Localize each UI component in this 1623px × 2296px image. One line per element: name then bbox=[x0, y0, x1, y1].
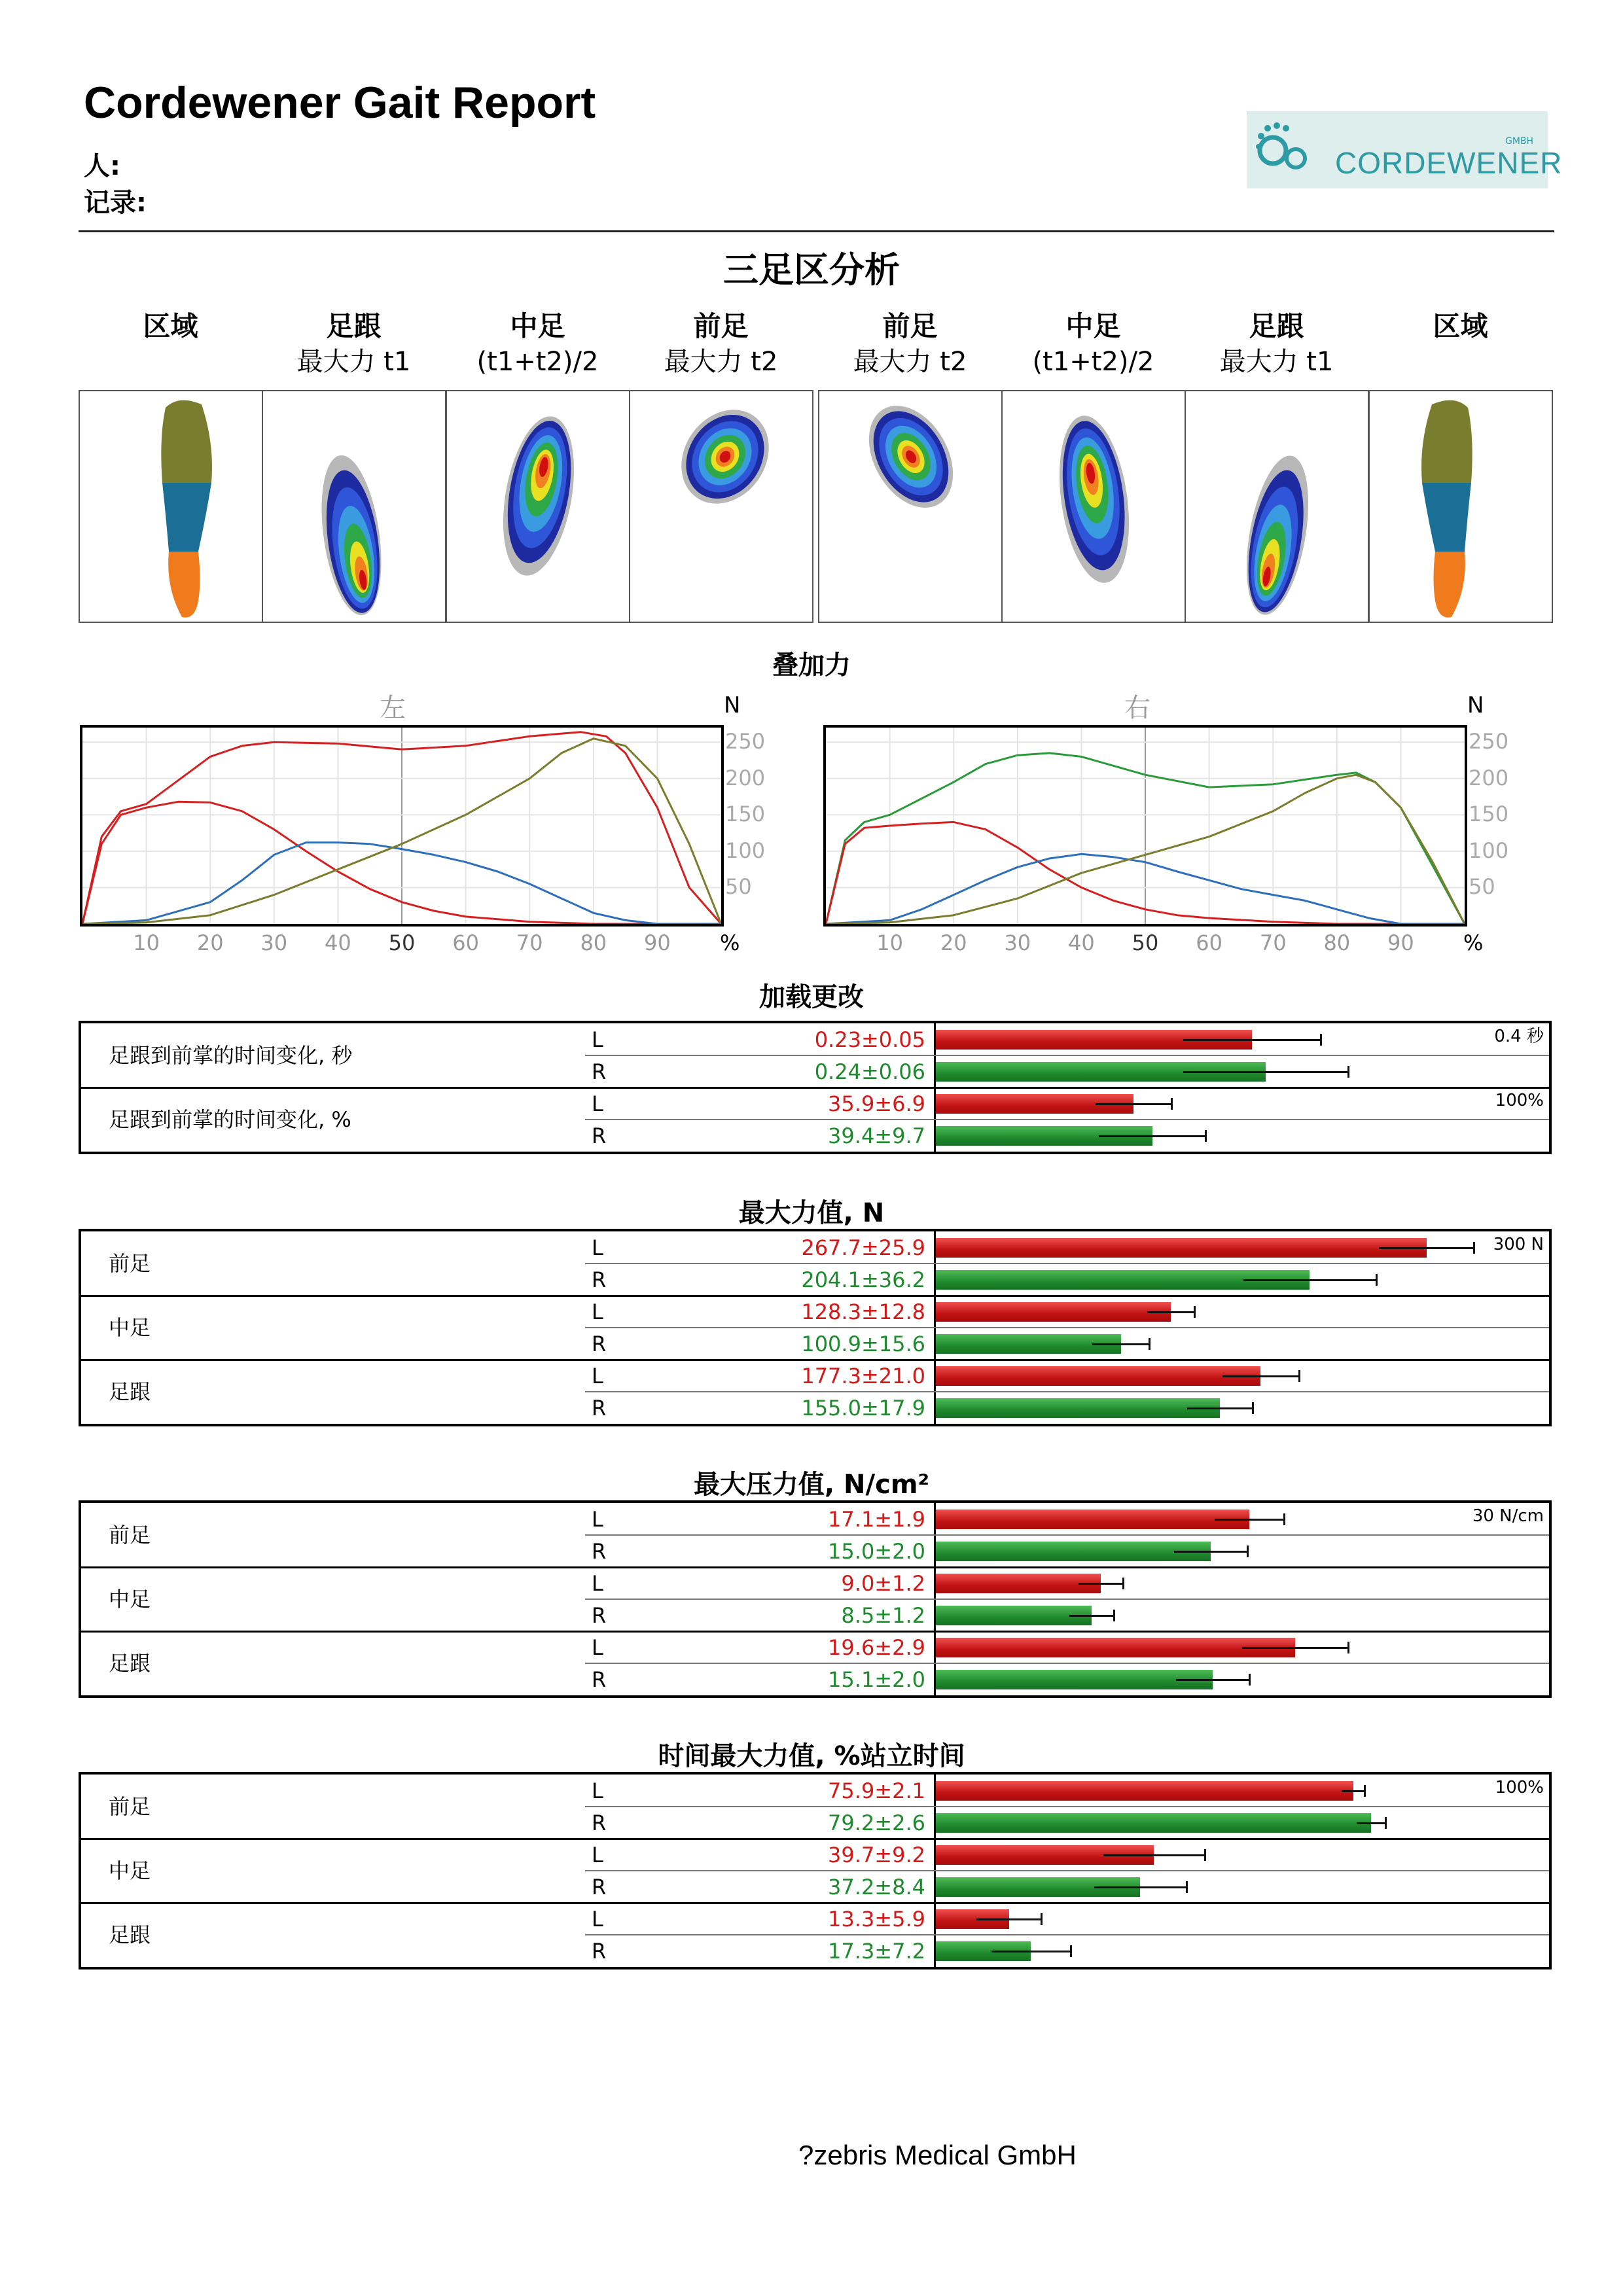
group-label: 足跟到前掌的时间变化, % bbox=[109, 1107, 351, 1132]
group-label: 足跟 bbox=[109, 1379, 151, 1404]
row-divider bbox=[585, 1534, 1549, 1536]
value-bar bbox=[936, 1638, 1295, 1657]
error-cap bbox=[1283, 1513, 1285, 1525]
side-label: L bbox=[592, 1364, 603, 1388]
value-bar bbox=[936, 1781, 1353, 1801]
record-label: 记录: bbox=[84, 188, 147, 218]
error-cap bbox=[1204, 1849, 1206, 1861]
metric-table bbox=[79, 1500, 1552, 1698]
value-label: 35.9±6.9 bbox=[828, 1091, 925, 1116]
value-bar bbox=[936, 1510, 1249, 1529]
right-force-chart bbox=[823, 725, 1467, 927]
y-tick-label: 100 bbox=[1469, 838, 1509, 863]
x-tick-label: 30 bbox=[1004, 930, 1031, 955]
metric-table bbox=[79, 1229, 1552, 1426]
error-bar bbox=[1099, 1135, 1205, 1137]
x-tick-label: 70 bbox=[1259, 930, 1287, 955]
row-divider bbox=[585, 1391, 1549, 1392]
table-title: 时间最大力值, %站立时间 bbox=[658, 1741, 965, 1771]
error-bar bbox=[1069, 1615, 1113, 1617]
group-divider bbox=[81, 1631, 1549, 1633]
pressure-heatmap bbox=[819, 391, 1003, 623]
group-divider bbox=[81, 1902, 1549, 1904]
zone-col-head: 中足 bbox=[510, 310, 565, 342]
zone-col-header bbox=[79, 309, 262, 344]
error-cap bbox=[1041, 1913, 1043, 1925]
zone-col-header bbox=[262, 309, 446, 380]
y-tick-label: 200 bbox=[1469, 765, 1509, 790]
row-divider bbox=[585, 1055, 1549, 1056]
side-label: L bbox=[592, 1091, 603, 1116]
scale-label: 100% bbox=[1495, 1778, 1544, 1797]
error-cap bbox=[1347, 1642, 1349, 1653]
error-cap bbox=[1473, 1242, 1475, 1254]
logo-subtext: GMBH bbox=[1505, 136, 1534, 147]
value-label: 177.3±21.0 bbox=[801, 1364, 925, 1388]
value-label: 155.0±17.9 bbox=[801, 1396, 925, 1421]
error-bar bbox=[1103, 1854, 1205, 1856]
x-tick-label: 10 bbox=[133, 930, 160, 955]
row-divider bbox=[585, 1663, 1549, 1664]
y-tick-label: 50 bbox=[725, 874, 752, 900]
side-label: L bbox=[592, 1027, 603, 1052]
row-divider bbox=[585, 1806, 1549, 1807]
zone-col-sub: 最大力 t1 bbox=[296, 347, 411, 377]
row-divider bbox=[585, 1598, 1549, 1600]
value-label: 0.23±0.05 bbox=[814, 1027, 925, 1052]
x-tick-label: 60 bbox=[452, 930, 479, 955]
value-label: 17.3±7.2 bbox=[828, 1939, 925, 1964]
error-cap bbox=[1194, 1306, 1196, 1318]
error-cap bbox=[1149, 1338, 1150, 1350]
error-cap bbox=[1113, 1610, 1115, 1621]
pressure-heatmap bbox=[1186, 391, 1369, 623]
side-label: L bbox=[592, 1571, 603, 1596]
value-label: 204.1±36.2 bbox=[801, 1267, 925, 1292]
x-tick-label: 90 bbox=[644, 930, 671, 955]
zone-forefoot bbox=[161, 400, 212, 483]
x-unit-label: % bbox=[1463, 930, 1484, 955]
foot-map-4 bbox=[629, 390, 813, 623]
zone-heel bbox=[1434, 552, 1465, 618]
error-bar bbox=[991, 1951, 1071, 1952]
company-logo bbox=[1247, 111, 1563, 188]
side-label: R bbox=[592, 1810, 607, 1835]
value-label: 100.9±15.6 bbox=[801, 1332, 925, 1356]
error-bar bbox=[1215, 1519, 1284, 1521]
value-label: 15.0±2.0 bbox=[828, 1539, 925, 1564]
error-cap bbox=[1385, 1817, 1387, 1829]
scale-label: 0.4 秒 bbox=[1494, 1027, 1544, 1046]
pressure-heatmap bbox=[1003, 391, 1186, 623]
scale-label: 300 N bbox=[1493, 1235, 1544, 1254]
error-cap bbox=[1298, 1370, 1300, 1382]
header-divider bbox=[79, 230, 1554, 232]
zone-col-sub: 最大力 t1 bbox=[1219, 347, 1334, 377]
table-title: 最大压力值, N/cm² bbox=[693, 1470, 930, 1500]
zone-col-head: 区域 bbox=[143, 310, 198, 342]
value-bar bbox=[936, 1813, 1371, 1833]
side-label: R bbox=[592, 1539, 607, 1564]
value-label: 15.1±2.0 bbox=[828, 1667, 925, 1692]
error-cap bbox=[1205, 1130, 1207, 1142]
row-divider bbox=[585, 1870, 1549, 1871]
error-bar bbox=[1342, 1790, 1364, 1792]
left-unit-n: N bbox=[724, 692, 741, 718]
left-force-chart-svg bbox=[82, 728, 721, 924]
side-label: R bbox=[592, 1059, 607, 1084]
value-bar bbox=[936, 1366, 1260, 1386]
error-bar bbox=[1183, 1071, 1348, 1073]
error-bar bbox=[1147, 1311, 1194, 1313]
zone-col-header bbox=[818, 309, 1002, 380]
value-bar bbox=[936, 1238, 1427, 1258]
error-bar bbox=[1176, 1679, 1249, 1681]
scale-label: 100% bbox=[1495, 1091, 1544, 1110]
x-tick-label: 50 bbox=[388, 930, 416, 955]
value-label: 0.24±0.06 bbox=[814, 1059, 925, 1084]
y-tick-label: 50 bbox=[1469, 874, 1495, 900]
right-unit-n: N bbox=[1467, 692, 1484, 718]
zone-col-header bbox=[446, 309, 630, 380]
pressure-heatmap bbox=[630, 391, 813, 623]
error-cap bbox=[1247, 1545, 1249, 1557]
value-bar bbox=[936, 1302, 1171, 1322]
zone-forefoot bbox=[1421, 400, 1472, 483]
pressure-heatmap bbox=[447, 391, 630, 623]
zone-diagram bbox=[1370, 391, 1553, 623]
foot-map-3 bbox=[446, 390, 630, 623]
group-label: 足跟 bbox=[109, 1651, 151, 1676]
zone-col-head: 足跟 bbox=[326, 310, 382, 342]
side-label: L bbox=[592, 1299, 603, 1324]
side-label: L bbox=[592, 1907, 603, 1932]
table-title: 最大力值, N bbox=[738, 1198, 885, 1228]
side-label: R bbox=[592, 1667, 607, 1692]
metric-table bbox=[79, 1772, 1552, 1969]
value-label: 75.9±2.1 bbox=[828, 1778, 925, 1803]
error-bar bbox=[1379, 1247, 1474, 1249]
x-tick-label: 40 bbox=[325, 930, 351, 955]
error-cap bbox=[1186, 1881, 1188, 1893]
group-divider bbox=[81, 1838, 1549, 1840]
zone-col-head: 足跟 bbox=[1249, 310, 1304, 342]
error-bar bbox=[976, 1918, 1041, 1920]
error-bar bbox=[1222, 1375, 1300, 1377]
value-label: 8.5±1.2 bbox=[841, 1603, 925, 1628]
zone-midfoot bbox=[162, 483, 211, 552]
error-cap bbox=[1171, 1098, 1173, 1110]
value-label: 13.3±5.9 bbox=[828, 1907, 925, 1932]
error-cap bbox=[1320, 1034, 1322, 1046]
side-label: R bbox=[592, 1396, 607, 1421]
side-label: L bbox=[592, 1507, 603, 1532]
error-cap bbox=[1347, 1066, 1349, 1078]
zone-col-header bbox=[629, 309, 813, 380]
zone-diagram bbox=[80, 391, 263, 623]
error-cap bbox=[1376, 1274, 1378, 1286]
value-label: 37.2±8.4 bbox=[828, 1875, 925, 1899]
report-title: Cordewener Gait Report bbox=[84, 78, 596, 128]
zone-col-header bbox=[1185, 309, 1368, 380]
value-label: 39.4±9.7 bbox=[828, 1123, 925, 1148]
side-label: R bbox=[592, 1123, 607, 1148]
error-cap bbox=[1252, 1402, 1254, 1414]
zone-col-head: 前足 bbox=[882, 310, 938, 342]
side-label: R bbox=[592, 1939, 607, 1964]
foot-map-6 bbox=[1001, 390, 1186, 623]
y-tick-label: 200 bbox=[725, 765, 766, 790]
value-label: 39.7±9.2 bbox=[828, 1843, 925, 1867]
x-tick-label: 60 bbox=[1196, 930, 1222, 955]
x-tick-label: 30 bbox=[260, 930, 288, 955]
y-tick-label: 250 bbox=[725, 729, 766, 754]
y-tick-label: 150 bbox=[725, 802, 766, 827]
y-tick-label: 150 bbox=[1469, 802, 1509, 827]
group-divider bbox=[81, 1566, 1549, 1568]
zone-col-sub: (t1+t2)/2 bbox=[1032, 347, 1154, 377]
x-tick-label: 50 bbox=[1132, 930, 1159, 955]
value-label: 128.3±12.8 bbox=[801, 1299, 925, 1324]
x-unit-label: % bbox=[720, 930, 740, 955]
zone-col-head: 中足 bbox=[1065, 310, 1121, 342]
foot-map-7 bbox=[1185, 390, 1369, 623]
right-chart-label: 右 bbox=[1124, 693, 1150, 723]
side-label: R bbox=[592, 1332, 607, 1356]
y-tick-label: 250 bbox=[1469, 729, 1509, 754]
side-label: R bbox=[592, 1267, 607, 1292]
group-label: 中足 bbox=[109, 1587, 151, 1612]
error-bar bbox=[1094, 1886, 1186, 1888]
zone-analysis-title: 三足区分析 bbox=[723, 249, 900, 291]
left-force-chart bbox=[80, 725, 724, 927]
foot-map-8 bbox=[1368, 390, 1553, 623]
error-bar bbox=[1174, 1551, 1247, 1553]
x-tick-label: 20 bbox=[196, 930, 224, 955]
error-cap bbox=[1122, 1578, 1124, 1589]
group-label: 前足 bbox=[109, 1251, 151, 1276]
zone-col-sub: (t1+t2)/2 bbox=[476, 347, 599, 377]
error-bar bbox=[1096, 1103, 1171, 1105]
error-cap bbox=[1070, 1945, 1072, 1957]
group-label: 前足 bbox=[109, 1794, 151, 1819]
foot-map-2 bbox=[262, 390, 446, 623]
value-label: 267.7±25.9 bbox=[801, 1235, 925, 1260]
value-bar bbox=[936, 1606, 1092, 1625]
right-force-chart-svg bbox=[826, 728, 1465, 924]
force-chart-title: 叠加力 bbox=[772, 650, 851, 680]
logo-text: CORDEWENER bbox=[1335, 146, 1563, 180]
person-label: 人: bbox=[84, 151, 120, 181]
footer-copyright: ?zebris Medical GmbH bbox=[798, 2140, 1077, 2170]
x-tick-label: 90 bbox=[1387, 930, 1414, 955]
error-bar bbox=[1079, 1583, 1122, 1585]
value-label: 9.0±1.2 bbox=[841, 1571, 925, 1596]
value-label: 17.1±1.9 bbox=[828, 1507, 925, 1532]
side-label: R bbox=[592, 1603, 607, 1628]
side-label: L bbox=[592, 1843, 603, 1867]
group-divider bbox=[81, 1087, 1549, 1089]
side-label: R bbox=[592, 1875, 607, 1899]
x-tick-label: 80 bbox=[580, 930, 607, 955]
group-label: 前足 bbox=[109, 1523, 151, 1547]
error-bar bbox=[1242, 1647, 1348, 1649]
pressure-heatmap bbox=[263, 391, 446, 623]
error-bar bbox=[1357, 1822, 1385, 1824]
zone-midfoot bbox=[1422, 483, 1471, 552]
foot-map-1 bbox=[79, 390, 263, 623]
scale-label: 30 N/cm bbox=[1472, 1506, 1544, 1526]
zone-heel bbox=[168, 552, 200, 618]
x-tick-label: 80 bbox=[1323, 930, 1351, 955]
error-bar bbox=[1092, 1343, 1149, 1345]
error-bar bbox=[1187, 1407, 1253, 1409]
error-cap bbox=[1364, 1785, 1366, 1797]
error-bar bbox=[1243, 1279, 1376, 1281]
row-divider bbox=[585, 1263, 1549, 1264]
foot-map-5 bbox=[818, 390, 1003, 623]
group-label: 中足 bbox=[109, 1858, 151, 1883]
error-cap bbox=[1249, 1674, 1251, 1686]
error-bar bbox=[1183, 1039, 1321, 1041]
group-label: 足跟到前掌的时间变化, 秒 bbox=[109, 1043, 353, 1068]
zone-col-header bbox=[1001, 309, 1185, 380]
zone-col-sub: 最大力 t2 bbox=[853, 347, 967, 377]
value-bar bbox=[936, 1670, 1213, 1689]
row-divider bbox=[585, 1934, 1549, 1935]
group-label: 足跟 bbox=[109, 1922, 151, 1947]
x-tick-label: 70 bbox=[516, 930, 543, 955]
zone-col-sub: 最大力 t2 bbox=[664, 347, 778, 377]
group-label: 中足 bbox=[109, 1315, 151, 1340]
value-bar bbox=[936, 1574, 1101, 1593]
left-chart-label: 左 bbox=[380, 693, 406, 723]
value-bar bbox=[936, 1398, 1220, 1418]
y-tick-label: 100 bbox=[725, 838, 766, 863]
row-divider bbox=[585, 1119, 1549, 1120]
zone-col-head: 前足 bbox=[693, 310, 749, 342]
value-label: 19.6±2.9 bbox=[828, 1635, 925, 1660]
x-tick-label: 10 bbox=[876, 930, 903, 955]
table-title: 加载更改 bbox=[759, 982, 864, 1012]
side-label: L bbox=[592, 1635, 603, 1660]
x-tick-label: 20 bbox=[940, 930, 967, 955]
zone-col-header bbox=[1368, 309, 1552, 344]
x-tick-label: 40 bbox=[1068, 930, 1095, 955]
side-label: L bbox=[592, 1778, 603, 1803]
value-bar bbox=[936, 1542, 1211, 1561]
zone-col-head: 区域 bbox=[1433, 310, 1488, 342]
metric-table bbox=[79, 1021, 1552, 1154]
side-label: L bbox=[592, 1235, 603, 1260]
row-divider bbox=[585, 1327, 1549, 1328]
value-label: 79.2±2.6 bbox=[828, 1810, 925, 1835]
